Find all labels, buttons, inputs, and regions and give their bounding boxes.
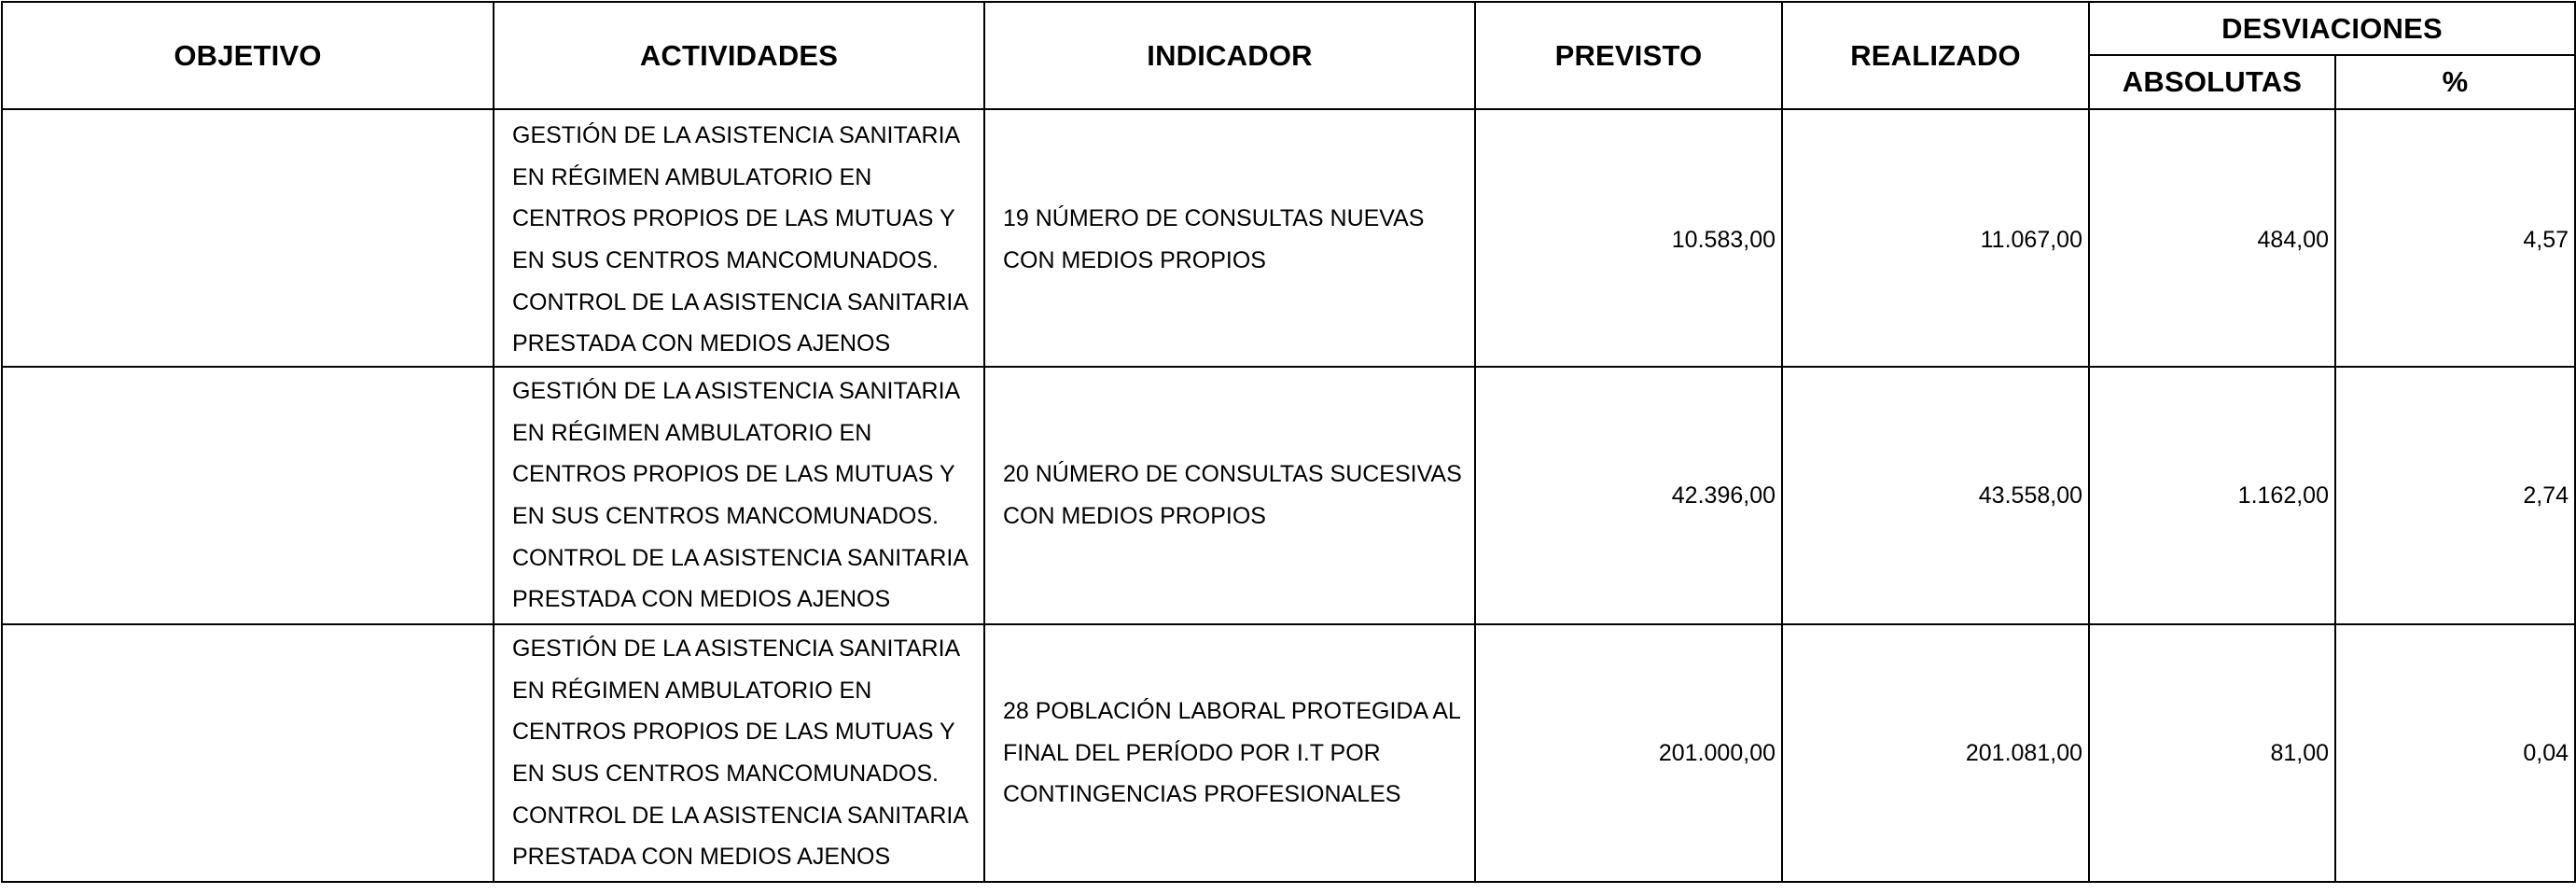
cell-realizado: 43.558,00 [1782,367,2089,624]
header-realizado: REALIZADO [1782,2,2089,109]
cell-previsto: 10.583,00 [1475,109,1782,367]
cell-objetivo [2,367,494,624]
cell-objetivo [2,624,494,882]
cell-porcentaje: 0,04 [2335,624,2575,882]
cell-indicador: 19 NÚMERO DE CONSULTAS NUEVAS CON MEDIOS PROPIOS [984,109,1475,367]
cell-realizado: 201.081,00 [1782,624,2089,882]
cell-porcentaje: 4,57 [2335,109,2575,367]
cell-absolutas: 1.162,00 [2089,367,2335,624]
cell-indicador: 28 POBLACIÓN LABORAL PROTEGIDA AL FINAL DEL PERÍODO POR I.T POR CONTINGENCIAS PROFESIONALES [984,624,1475,882]
cell-actividades: GESTIÓN DE LA ASISTENCIA SANITARIA EN RÉGIMEN AMBULATORIO EN CENTROS PROPIOS DE LAS MUTUAS Y EN SUS CENTROS MANCOMUNADOS. CONTROL DE LA ASISTENCIA SANITARIA PRESTADA CON MEDIOS AJENOS [494,367,984,624]
table-row [2,367,2575,624]
header-actividades: ACTIVIDADES [494,2,984,109]
cell-porcentaje: 2,74 [2335,367,2575,624]
header-objetivo: OBJETIVO [2,2,494,109]
cell-realizado: 11.067,00 [1782,109,2089,367]
table-row [2,624,2575,882]
cell-actividades: GESTIÓN DE LA ASISTENCIA SANITARIA EN RÉGIMEN AMBULATORIO EN CENTROS PROPIOS DE LAS MUTUAS Y EN SUS CENTROS MANCOMUNADOS. CONTROL DE LA ASISTENCIA SANITARIA PRESTADA CON MEDIOS AJENOS [494,624,984,882]
header-desviaciones: DESVIACIONES [2089,2,2575,55]
header-absolutas: ABSOLUTAS [2089,55,2335,109]
table-row [2,109,2575,367]
table-header [2,2,2575,109]
cell-previsto: 42.396,00 [1475,367,1782,624]
cell-indicador: 20 NÚMERO DE CONSULTAS SUCESIVAS CON MEDIOS PROPIOS [984,367,1475,624]
header-previsto: PREVISTO [1475,2,1782,109]
cell-absolutas: 484,00 [2089,109,2335,367]
table-body [2,109,2575,882]
header-porcentaje: % [2335,55,2575,109]
cell-objetivo [2,109,494,367]
indicators-table [1,1,2576,883]
cell-previsto: 201.000,00 [1475,624,1782,882]
header-indicador: INDICADOR [984,2,1475,109]
cell-actividades: GESTIÓN DE LA ASISTENCIA SANITARIA EN RÉGIMEN AMBULATORIO EN CENTROS PROPIOS DE LAS MUTUAS Y EN SUS CENTROS MANCOMUNADOS. CONTROL DE LA ASISTENCIA SANITARIA PRESTADA CON MEDIOS AJENOS [494,109,984,367]
cell-absolutas: 81,00 [2089,624,2335,882]
